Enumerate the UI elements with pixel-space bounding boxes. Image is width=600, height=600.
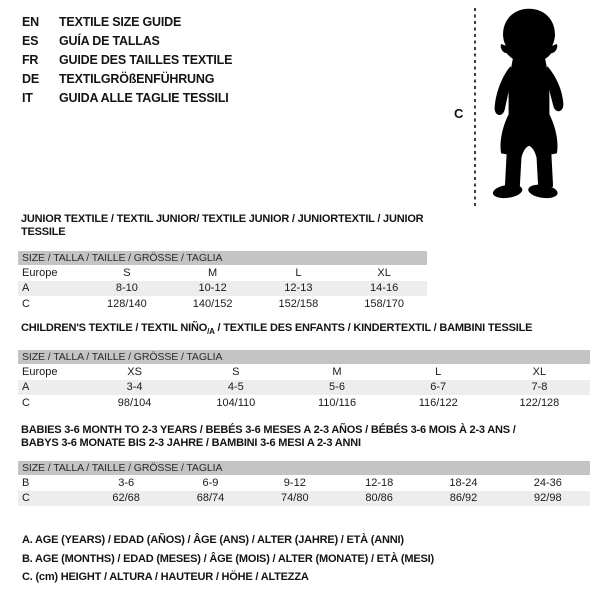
table-row [18,265,427,281]
footnote-a: A. AGE (YEARS) / EDAD (AÑOS) / ÂGE (ANS) / ALTER (JAHRE) / ETÀ (ANNI) [22,534,404,546]
table-row [18,475,590,491]
table-cell: 12-13 [284,282,313,295]
height-measure-line [474,8,476,208]
table-cell: 24-36 [533,476,562,489]
language-row-fr [22,50,232,69]
row-label: Europe [22,365,58,378]
size-header-bar: SIZE / TALLA / TAILLE / GRÖSSE / TAGLIA [18,350,590,364]
junior-section-title: JUNIOR TEXTILE / TEXTIL JUNIOR/ TEXTILE JUNIOR / JUNIORTEXTIL / JUNIOR TESSILE [21,213,424,238]
size-header-bar: SIZE / TALLA / TAILLE / GRÖSSE / TAGLIA [18,251,427,265]
language-row-es [22,31,232,50]
table-cell: XL [532,365,547,378]
table-cell: 6-7 [430,381,447,394]
language-row-it [22,88,232,107]
footnotes [22,531,434,587]
row-label: Europe [22,266,58,279]
row-label: A [22,282,30,295]
children-section-title [18,322,590,338]
table-cell: S [232,365,240,378]
table-cell: 9-12 [283,476,306,489]
table-cell: 158/170 [364,297,404,310]
table-cell: 80/86 [365,492,393,505]
table-cell: 8-10 [115,282,138,295]
table-cell: 6-9 [202,476,219,489]
table-cell: 3-6 [118,476,135,489]
table-row [18,395,590,411]
baby-silhouette-icon [482,5,576,209]
table-cell: XL [377,266,391,279]
language-code: ES [22,33,39,48]
table-row [18,364,590,380]
table-cell: M [208,266,218,279]
title-text: / TEXTILE DES ENFANTS / KINDERTEXTIL / BAMBINI TESSILE [214,322,533,334]
table-cell: 62/68 [112,492,140,505]
footnote-b: B. AGE (MONTHS) / EDAD (MESES) / ÂGE (MOIS) / ALTER (MONATE) / ETÀ (MESI) [22,552,434,565]
table-cell: 7-8 [531,381,548,394]
table-cell: 10-12 [198,282,227,295]
language-list [22,12,232,107]
table-cell: M [332,365,342,378]
title-text: CHILDREN'S TEXTILE / TEXTIL NIÑO [21,322,208,334]
children-section [18,322,590,411]
junior-size-table [18,251,427,312]
table-cell: L [435,365,442,378]
language-title: TEXTILE SIZE GUIDE [59,14,182,29]
size-header-bar: SIZE / TALLA / TAILLE / GRÖSSE / TAGLIA [18,461,590,475]
language-title: GUÍA DE TALLAS [59,33,160,48]
language-row-en [22,12,232,31]
language-title: GUIDA ALLE TAGLIE TESSILI [59,90,229,105]
row-label: A [22,381,30,394]
junior-section [18,213,427,312]
table-cell: 68/74 [196,492,225,505]
table-cell: 18-24 [449,476,478,489]
table-cell: 86/92 [449,492,478,505]
children-size-table [18,350,590,411]
language-code: EN [22,14,39,29]
table-cell: 4-5 [227,381,244,394]
table-cell: 110/116 [317,396,357,409]
title-subscript: /A [207,327,215,337]
row-label: B [22,476,30,489]
language-title: GUIDE DES TAILLES TEXTILE [59,52,233,67]
table-cell: 116/122 [418,396,458,409]
table-cell: 122/128 [519,396,560,409]
table-cell: 104/110 [216,396,256,409]
table-cell: 98/104 [117,396,152,409]
height-measure-label: C [454,106,464,121]
table-cell: 140/152 [192,297,233,310]
table-cell: 152/158 [278,297,319,310]
table-cell: L [295,266,302,279]
row-label: C [22,297,30,310]
language-title: TEXTILGRÖßENFÜHRUNG [59,71,215,86]
babies-section [18,424,590,506]
table-row [18,296,427,312]
table-row [18,281,427,297]
language-row-de [22,69,232,88]
table-row [18,491,590,507]
language-code: IT [22,90,33,105]
table-cell: 14-16 [370,282,399,295]
table-cell: 12-18 [365,476,394,489]
title-line-2: BABYS 3-6 MONATE BIS 2-3 JAHRE / BAMBINI 3-6 MESI A 2-3 ANNI [21,437,361,449]
table-cell: S [123,266,131,279]
language-code: DE [22,71,39,86]
table-cell: 3-4 [126,381,143,394]
table-cell: XS [127,365,142,378]
table-cell: 128/140 [106,297,147,310]
table-cell: 92/98 [534,492,562,505]
row-label: C [22,492,30,505]
babies-section-title [18,424,590,450]
babies-size-table [18,461,590,506]
title-line-1: BABIES 3-6 MONTH TO 2-3 YEARS / BEBÉS 3-6 MESES A 2-3 AÑOS / BÉBÉS 3-6 MOIS À 2-3 ANS / [21,424,516,436]
table-cell: 74/80 [281,492,309,505]
table-cell: 5-6 [329,381,345,394]
table-row [18,380,590,396]
row-label: C [22,396,30,409]
language-code: FR [22,52,39,67]
footnote-c: C. (cm) HEIGHT / ALTURA / HAUTEUR / HÖHE / ALTEZZA [22,571,309,583]
